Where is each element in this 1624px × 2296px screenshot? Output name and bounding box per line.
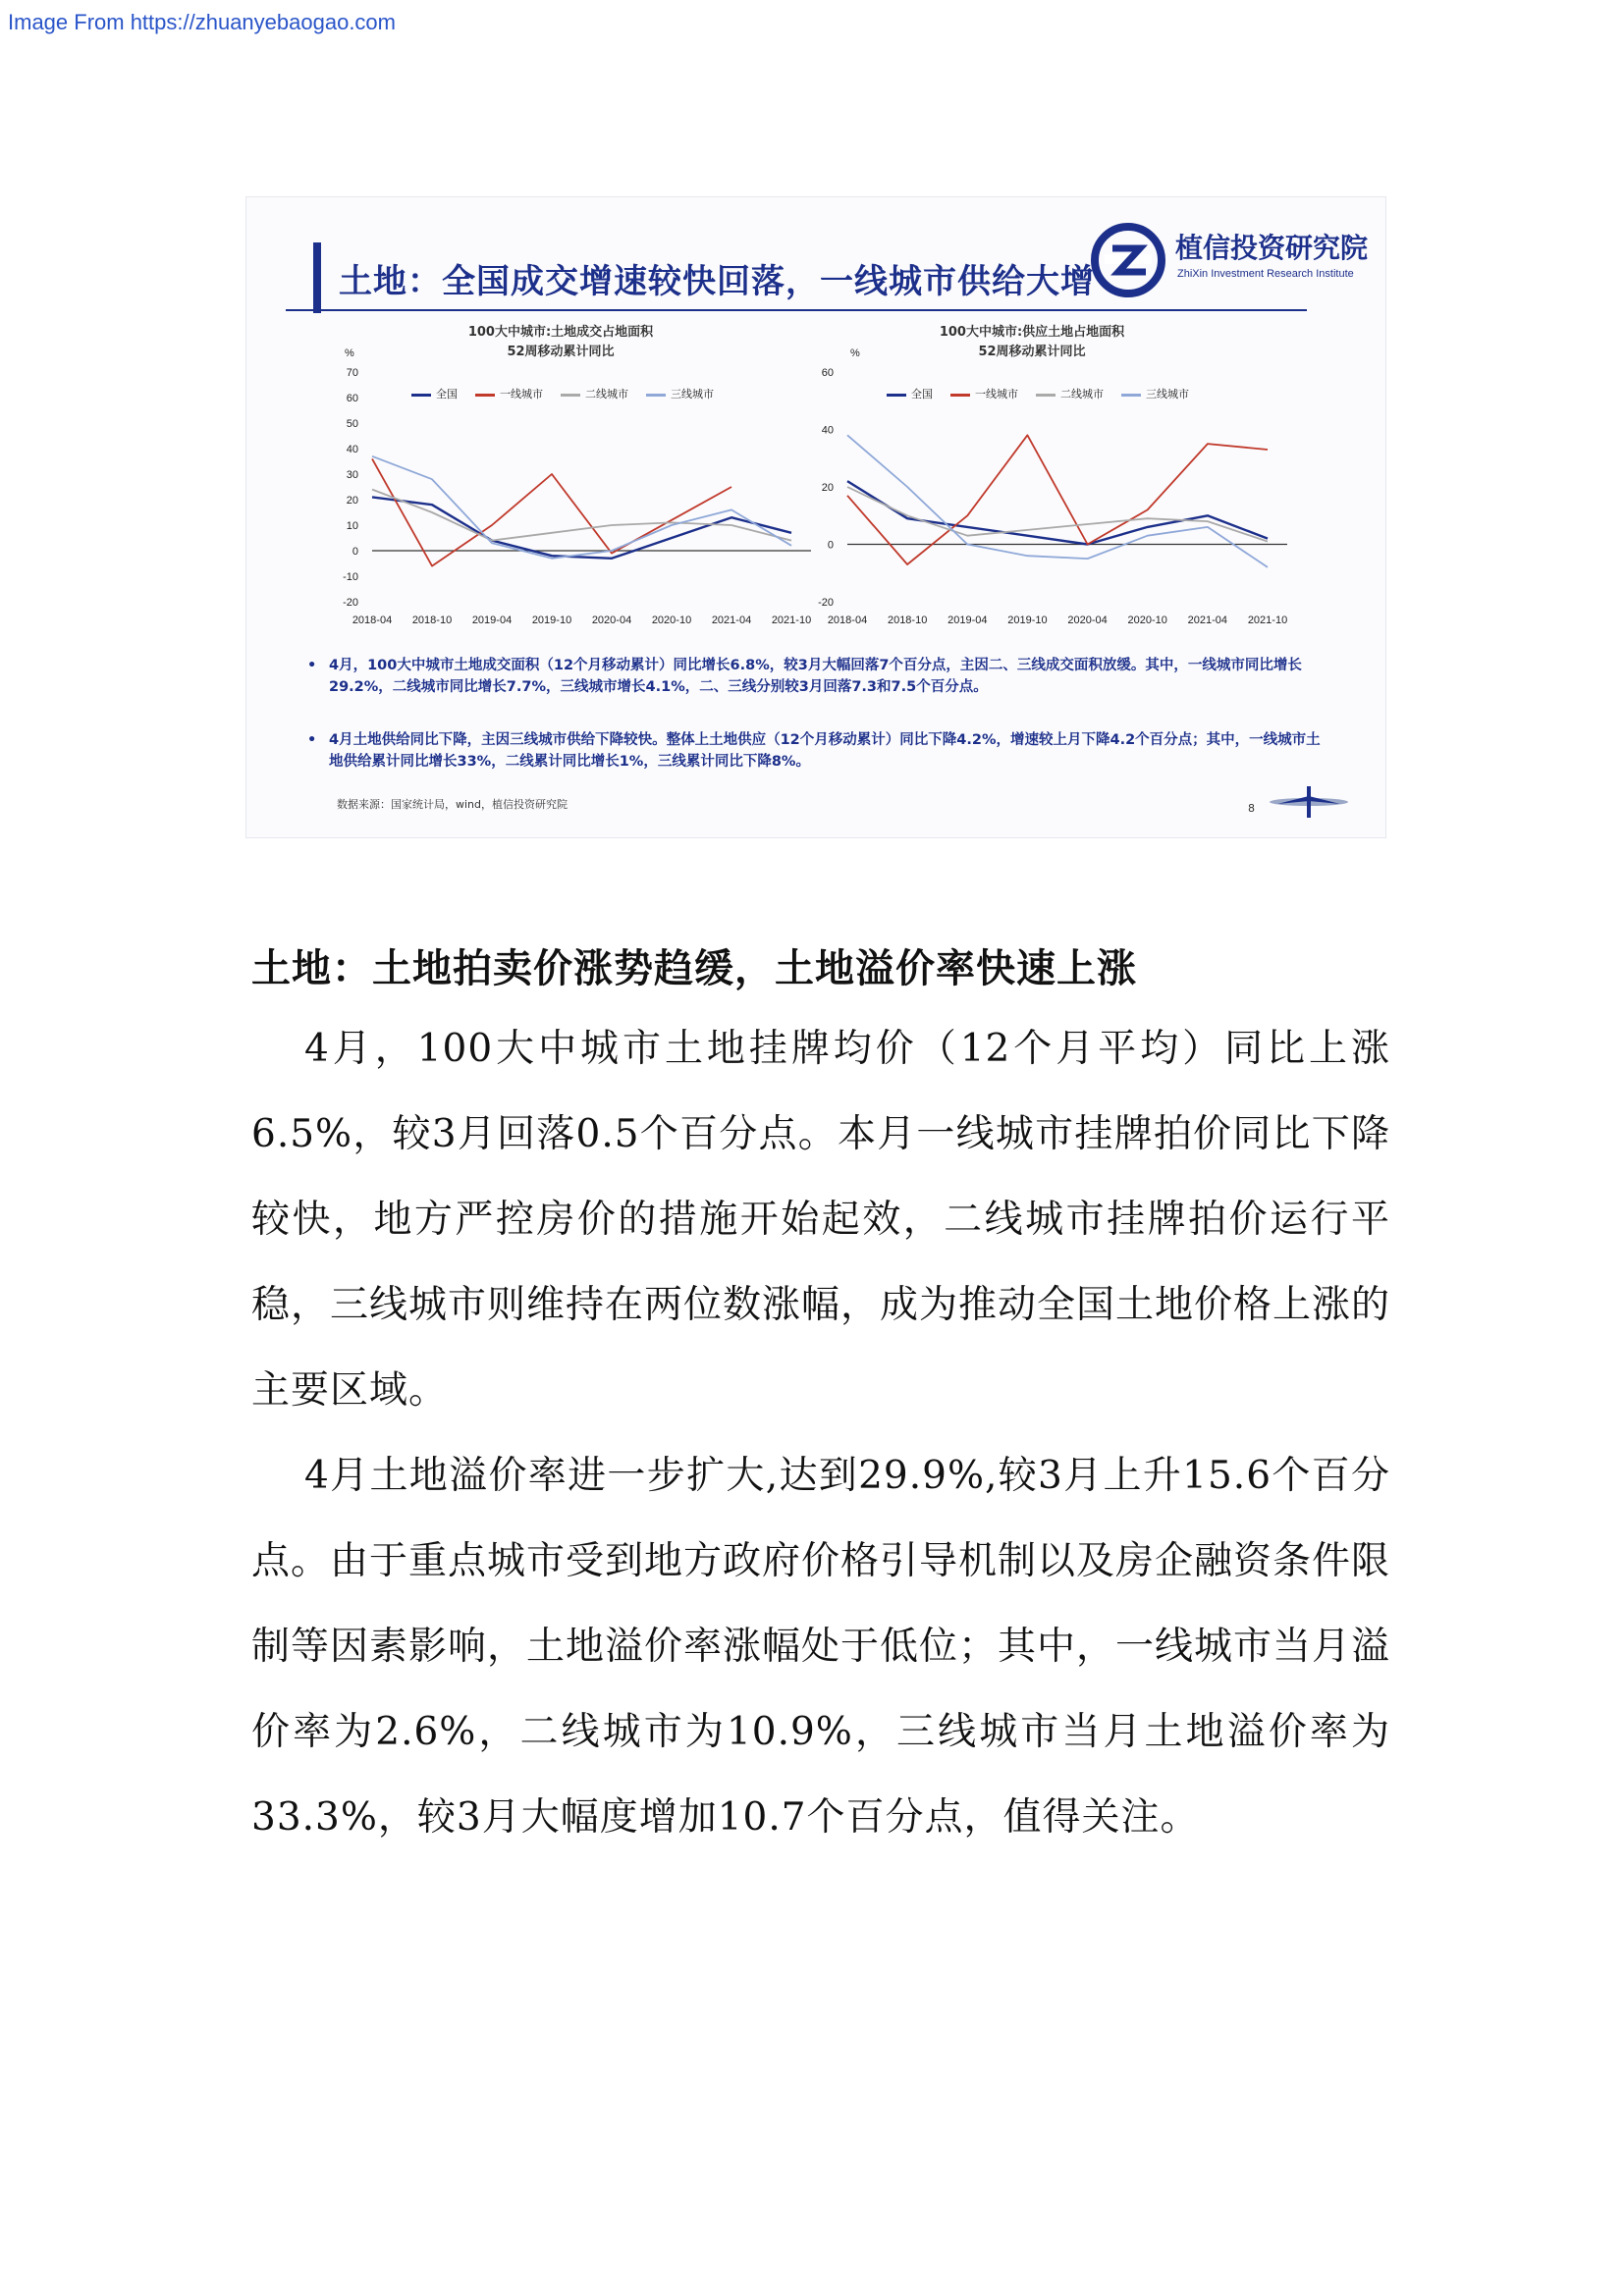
chart1-series-tier1 — [372, 458, 731, 565]
chart2-xtick: 2021-10 — [1247, 614, 1288, 626]
chart1-xtick: 2021-10 — [771, 614, 812, 626]
slide-title: 土地：全国成交增速较快回落，一线城市供给大增 — [339, 262, 1095, 301]
slide-footnote: 数据来源：国家统计局，wind，植信投资研究院 — [337, 798, 568, 811]
chart2-ytick: 0 — [827, 539, 834, 552]
chart1-ytick: -20 — [343, 597, 358, 609]
chart1-ytick: 70 — [346, 367, 358, 379]
chart2-xtick: 2019-04 — [947, 614, 988, 626]
chart1-ytick: 10 — [346, 520, 358, 532]
legend-tier3: 三线城市 — [646, 386, 714, 401]
chart2-ytick: 20 — [821, 482, 834, 494]
chart1-xtick: 2019-10 — [531, 614, 572, 626]
chart1-xtick: 2018-04 — [352, 614, 393, 626]
chart1-ytick: 20 — [346, 495, 358, 507]
chart2-ytick: 40 — [821, 424, 834, 437]
chart1-title-line1: 100大中城市:土地成交占地面积 — [467, 325, 654, 340]
chart2-series-tier1 — [847, 435, 1268, 564]
chart2-xtick: 2018-04 — [827, 614, 868, 626]
chart2-xtick: 2019-10 — [1007, 614, 1048, 626]
legend-national: 全国 — [887, 386, 933, 401]
legend-tier2: 二线城市 — [561, 386, 628, 401]
chart1-ytick: 40 — [346, 444, 358, 455]
chart1-xtick: 2019-04 — [471, 614, 513, 626]
bullet-land-supply: • 4月土地供给同比下降，主因三线城市供给下降较快。整体上土地供应（12个月移动累计）同比下降4.2%，增速较上月下降4.2个百分点；其中，一线城市土地供给累计同比增长33%，二线累计同比增长1%，三线累计同比下降8%。 — [329, 729, 1321, 773]
chart1-ytick: 60 — [346, 393, 358, 404]
chart1-xtick: 2020-10 — [651, 614, 692, 626]
chart1-ytick: 50 — [346, 418, 358, 430]
paragraph-land-premium: 4月土地溢价率进一步扩大,达到29.9%,较3月上升15.6个百分点。由于重点城市受到地方政府价格引导机制以及房企融资条件限制等因素影响，土地溢价率涨幅处于低位；其中，一线城市当月溢价率为2.6%，二线城市为10.9%，三线城市当月土地溢价率为33.3%，较3月大幅度增加10.7个百分点，值得关注。 — [251, 1454, 1391, 1840]
chart2-ylabel: % — [850, 347, 860, 359]
chart1-ytick: 30 — [346, 469, 358, 481]
chart2-legend — [887, 386, 1189, 401]
chart2-xtick: 2020-04 — [1067, 614, 1108, 626]
chart1-title-line2: 52周移动累计同比 — [507, 345, 615, 359]
chart1-ytick: 0 — [352, 546, 358, 558]
chart2-xtick: 2018-10 — [887, 614, 928, 626]
chart1-xtick: 2020-04 — [591, 614, 632, 626]
legend-national: 全国 — [411, 386, 458, 401]
plane-icon — [1268, 782, 1350, 822]
logo-name: 植信投资研究院 — [1175, 232, 1369, 264]
source-label[interactable]: Image From https://zhuanyebaogao.com — [8, 10, 396, 34]
chart2-series-tier3 — [847, 435, 1268, 567]
chart2-title — [885, 323, 1179, 362]
chart2-xtick: 2021-04 — [1187, 614, 1228, 626]
logo-english-name: ZhiXin Investment Research Institute — [1177, 268, 1354, 280]
chart2-series-tier2 — [847, 487, 1268, 542]
bullet-land-transactions: • 4月，100大中城市土地成交面积（12个月移动累计）同比增长6.8%，较3月大幅回落7个百分点，主因二、三线成交面积放缓。其中，一线城市同比增长29.2%，二线城市同比增长7.7%，三线城市增长4.1%，二、三线分别较3月回落7.3和7.5个百分点。 — [329, 655, 1321, 698]
chart1-series-national — [372, 497, 791, 558]
slide-page-number: 8 — [1248, 802, 1255, 815]
legend-tier1: 一线城市 — [475, 386, 543, 401]
chart1-xtick: 2018-10 — [411, 614, 453, 626]
legend-tier3: 三线城市 — [1121, 386, 1189, 401]
chart1-xtick: 2021-04 — [711, 614, 752, 626]
chart2-ytick: 60 — [821, 367, 834, 379]
chart2-ytick: -20 — [818, 597, 834, 609]
chart2-title-line2: 52周移动累计同比 — [978, 345, 1086, 359]
paragraph-land-price: 4月，100大中城市土地挂牌均价（12个月平均）同比上涨6.5%，较3月回落0.5个百分点。本月一线城市挂牌拍价同比下降较快，地方严控房价的措施开始起效，二线城市挂牌拍价运行平稳，三线城市则维持在两位数涨幅，成为推动全国土地价格上涨的主要区域。 — [251, 1027, 1391, 1413]
chart1-ytick: -10 — [343, 571, 358, 583]
chart2-title-line1: 100大中城市:供应土地占地面积 — [939, 325, 1125, 340]
legend-tier1: 一线城市 — [950, 386, 1018, 401]
section-heading: 土地：土地拍卖价涨势趋缓，土地溢价率快速上涨 — [251, 945, 1137, 991]
chart2-xtick: 2020-10 — [1127, 614, 1167, 626]
legend-tier2: 二线城市 — [1036, 386, 1104, 401]
slide-image — [245, 196, 1386, 838]
chart1-ylabel: % — [345, 347, 354, 359]
